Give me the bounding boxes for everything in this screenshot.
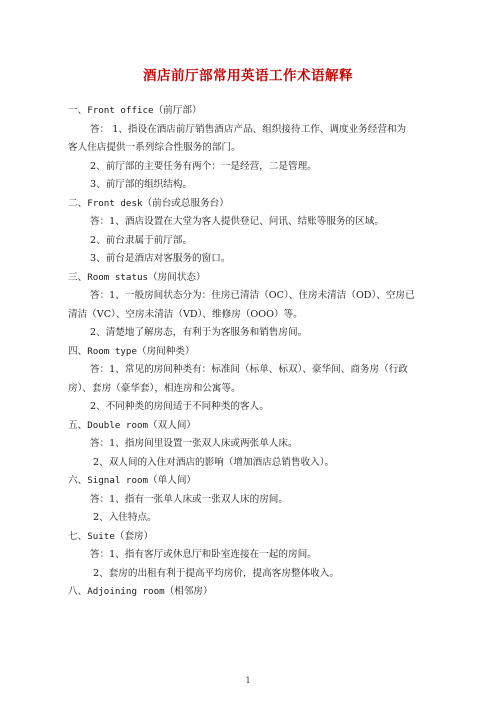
section-term-english: Adjoining room	[87, 586, 165, 597]
body-text-line: 2、清楚地了解房态，有利于为客服务和销售房间。	[90, 327, 308, 338]
section-number: 三、	[68, 271, 88, 283]
section-heading	[68, 343, 440, 362]
body-text-line: 答：1、常见的房间种类有：标准间（标单、标双）、豪华间、商务房（行政	[90, 364, 408, 375]
body-text-line: 2、不同种类的房间适于不同种类的客人。	[90, 401, 269, 412]
section-heading	[68, 472, 440, 491]
body-text-line: 答：1、指有客厅或休息厅和卧室连接在一起的房间。	[90, 549, 317, 560]
body-text-line: 2、入住特点。	[93, 512, 157, 523]
section-term-english: Room status	[87, 271, 149, 283]
page-title: 酒店前厅部常用英语工作术语解释	[143, 68, 353, 84]
section-term-chinese: （相邻房）	[164, 586, 213, 597]
body-text-line: 房）、套房（豪华套），相连房和公寓等。	[68, 382, 241, 394]
section-term-chinese: （前台或总服务台）	[142, 197, 229, 209]
body-text-line: 3、前台是酒店对客服务的窗口。	[90, 253, 231, 264]
section-term-english: Suite	[87, 530, 115, 542]
section-term-english: Double room	[87, 419, 149, 431]
section-term-chinese: （单人间）	[148, 475, 197, 486]
section-heading	[68, 583, 440, 602]
body-text-line: 2、前厅部的主要任务有两个：一是经营，二是管理。	[90, 160, 317, 172]
section-heading	[68, 417, 440, 436]
section-term-chinese: （房间状态）	[148, 271, 206, 283]
section-term-chinese: （前厅部）	[153, 105, 202, 116]
section-number: 七、	[68, 530, 88, 542]
section-term-chinese: （套房）	[114, 530, 154, 542]
section-number: 一、	[68, 105, 88, 116]
section-number: 二、	[68, 197, 88, 209]
section-heading	[68, 195, 440, 214]
body-text-line: 答：1、酒店设置在大堂为客人提供登记、问讯、结账等服务的区域。	[90, 216, 384, 227]
section-term-english: Signal room	[87, 475, 149, 486]
body-text-line: 答： 1、指设在酒店前厅销售酒店产品、组织接待工作、调度业务经营和为	[90, 123, 407, 135]
body-text-line: 清洁（VC）、空房未清洁（VD）、维修房（OOO）等。	[68, 308, 303, 320]
section-term-english: Front desk	[87, 197, 143, 209]
body-text-line: 答：1、指房间里设置一张双人床或两张单人床。	[90, 438, 298, 449]
section-term-chinese: （双人间）	[148, 419, 197, 431]
body-text-line: 3、前厅部的组织结构。	[90, 179, 193, 190]
body-text-line: 2、套房的出租有利于提高平均房价，提高客房整体收入。	[93, 567, 339, 579]
body-text-line: 答：1、一般房间状态分为：住房已清洁（OC）、住房未清洁（OD）、空房已	[90, 290, 415, 301]
section-term-chinese: （房间种类）	[136, 345, 195, 357]
section-term-english: Front office	[87, 105, 154, 116]
body-text-line: 答：1、指有一张单人床或一张双人床的房间。	[90, 493, 288, 505]
section-term-english: Room type	[87, 345, 137, 357]
section-number: 五、	[68, 419, 88, 431]
page-number: 1	[245, 676, 251, 685]
section-heading	[68, 528, 440, 547]
section-heading	[68, 102, 440, 121]
section-number: 六、	[68, 475, 88, 486]
body-text-line: 2、双人间的入住对酒店的影响（增加酒店总销售收入）。	[93, 456, 335, 468]
section-number: 四、	[68, 345, 88, 357]
document-body	[68, 102, 440, 602]
body-text-line: 客人住店提供一系列综合性服务的部门。	[68, 142, 241, 153]
body-text-line: 2、前台隶属于前厅部。	[90, 234, 193, 246]
section-number: 八、	[68, 586, 88, 597]
section-heading	[68, 269, 440, 288]
